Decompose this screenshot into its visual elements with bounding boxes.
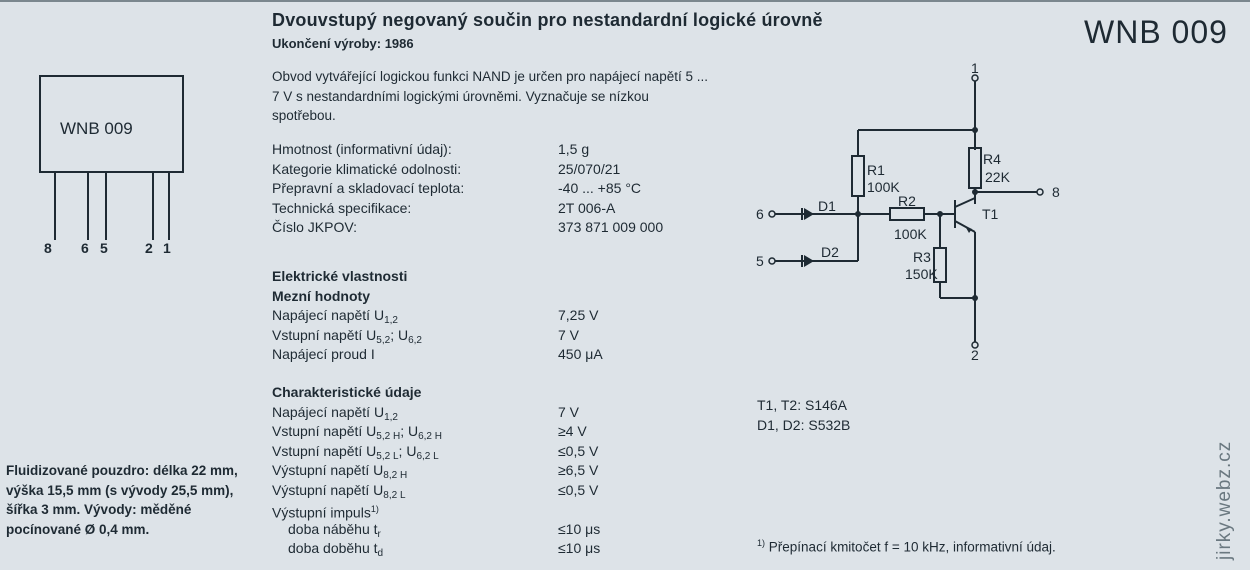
subscript: 8,2 L [383, 489, 406, 501]
param-row [272, 179, 732, 199]
param-value: -40 ... +85 °C [558, 180, 642, 196]
char-value: ≤0,5 V [558, 442, 599, 459]
param-row [272, 218, 732, 238]
pin-label: 2 [145, 240, 153, 256]
section-heading: Elektrické vlastnosti [272, 268, 408, 284]
rise-value: ≤10 μs [558, 520, 601, 537]
component-label: T1 [982, 206, 999, 222]
pin-label: 8 [44, 240, 52, 256]
subscript: 8,2 H [383, 470, 408, 481]
char-value: ≥4 V [558, 423, 587, 439]
subscript: 6,2 [408, 334, 422, 346]
char-value: ≤0,5 V [558, 481, 599, 498]
param-label: Kategorie klimatické odolnosti: [272, 160, 462, 177]
section-subheading: Mezní hodnoty [272, 287, 370, 304]
package-drawing [30, 70, 200, 260]
param-label: Přepravní a skladovací teplota: [272, 180, 465, 196]
limit-row [272, 306, 732, 326]
char-value: 7 V [558, 403, 580, 420]
char-row [272, 520, 732, 540]
node-label: 1 [971, 60, 979, 76]
char-label: Vstupní napětí U [272, 442, 377, 459]
char-label: Vstupní napětí U [272, 423, 377, 439]
component-label: R2 [898, 193, 916, 209]
node-label: 8 [1052, 184, 1060, 200]
char-label-2: ; U [398, 442, 417, 459]
subscript: 5,2 H [376, 431, 401, 442]
fall-value: ≤10 μs [558, 540, 601, 556]
impulse-label: Výstupní impuls [272, 504, 371, 521]
char-row [272, 461, 732, 481]
param-value: 2T 006-A [558, 199, 616, 216]
component-label: R1 [867, 162, 885, 178]
subscript: 1,2 [384, 411, 398, 423]
diode-types: D1, D2: S532B [757, 416, 851, 433]
section-heading: Charakteristické údaje [272, 384, 422, 400]
subscript: d [377, 548, 384, 559]
char-label-2: ; U [400, 423, 419, 439]
node-label: 6 [756, 206, 764, 222]
limit-label: Napájecí napětí U [272, 307, 385, 323]
char-row [272, 422, 732, 442]
rise-label: doba náběhu t [288, 520, 378, 537]
subscript: 6,2 L [416, 450, 439, 462]
char-value: ≥6,5 V [558, 462, 599, 478]
component-label: R4 [983, 151, 1001, 167]
char-row [272, 500, 732, 520]
char-label: Výstupní napětí U [272, 462, 384, 478]
component-value: 100K [867, 179, 900, 195]
subscript: 5,2 L [376, 450, 399, 462]
component-value: 150K [905, 266, 938, 282]
param-row [272, 160, 732, 180]
limit-row [272, 326, 732, 346]
char-label: Výstupní napětí U [272, 481, 384, 498]
char-row [272, 403, 732, 423]
limit-value: 7,25 V [558, 307, 599, 323]
package-label: WNB 009 [60, 119, 133, 138]
node-label: 2 [971, 347, 979, 363]
limit-label: Vstupní napětí U [272, 326, 377, 343]
circuit-schematic [750, 60, 1080, 370]
node-label: 5 [756, 253, 764, 269]
page-title: Dvouvstupý negovaný součin pro nestandardní logické úrovně [272, 10, 823, 30]
intro-paragraph: Obvod vytvářející logickou funkci NAND je určen pro napájecí napětí 5 ... 7 V s nestandardními logickými úrovněmi. Vyznačuje se nízkou spotřebou. [272, 69, 708, 123]
char-label: Napájecí napětí U [272, 403, 385, 420]
fall-label: doba doběhu t [288, 540, 378, 556]
param-label: Technická specifikace: [272, 199, 412, 216]
component-value: 100K [894, 226, 927, 242]
limit-label-2: ; U [390, 326, 409, 343]
param-row [272, 199, 732, 219]
subscript: 5,2 [376, 334, 391, 346]
production-end: Ukončení výroby: 1986 [272, 36, 414, 51]
subscript: r [377, 528, 381, 540]
footnote-ref: 1) [370, 504, 379, 514]
char-row [272, 539, 732, 559]
subscript: 6,2 H [418, 431, 442, 442]
param-value: 1,5 g [558, 141, 590, 157]
pin-label: 1 [163, 240, 171, 256]
limit-value: 450 μA [558, 346, 603, 362]
param-label: Hmotnost (informativní údaj): [272, 141, 452, 157]
param-value: 373 871 009 000 [558, 219, 664, 235]
char-row [272, 481, 732, 501]
footnote-mark: 1) [757, 538, 766, 548]
component-label: D1 [818, 198, 836, 214]
param-value: 25/070/21 [558, 160, 621, 177]
component-value: 22K [985, 169, 1010, 185]
part-number: WNB 009 [1084, 14, 1228, 50]
component-label: R3 [913, 249, 931, 265]
subscript: 1,2 [384, 315, 398, 326]
top-rule [0, 0, 1250, 2]
package-description: Fluidizované pouzdro: délka 22 mm, výška 15,5 mm (s vývody 25,5 mm), šířka 3 mm. Vývody: měděné pocínované Ø 0,4 mm. [6, 463, 238, 537]
pin-label: 5 [100, 240, 108, 256]
limit-value: 7 V [558, 326, 580, 343]
footnote [757, 538, 1056, 555]
footnote-text: Přepínací kmitočet f = 10 kHz, informativní údaj. [768, 539, 1056, 555]
limit-label: Napájecí proud I [272, 346, 375, 362]
limit-row [272, 345, 732, 365]
pin-label: 6 [81, 240, 89, 256]
param-label: Číslo JKPOV: [272, 219, 358, 235]
param-row [272, 140, 732, 160]
watermark: jirky.webz.cz [1214, 440, 1235, 560]
char-row [272, 442, 732, 462]
component-list [757, 396, 850, 435]
component-label: D2 [821, 244, 839, 260]
transistor-types: T1, T2: S146A [757, 397, 848, 413]
